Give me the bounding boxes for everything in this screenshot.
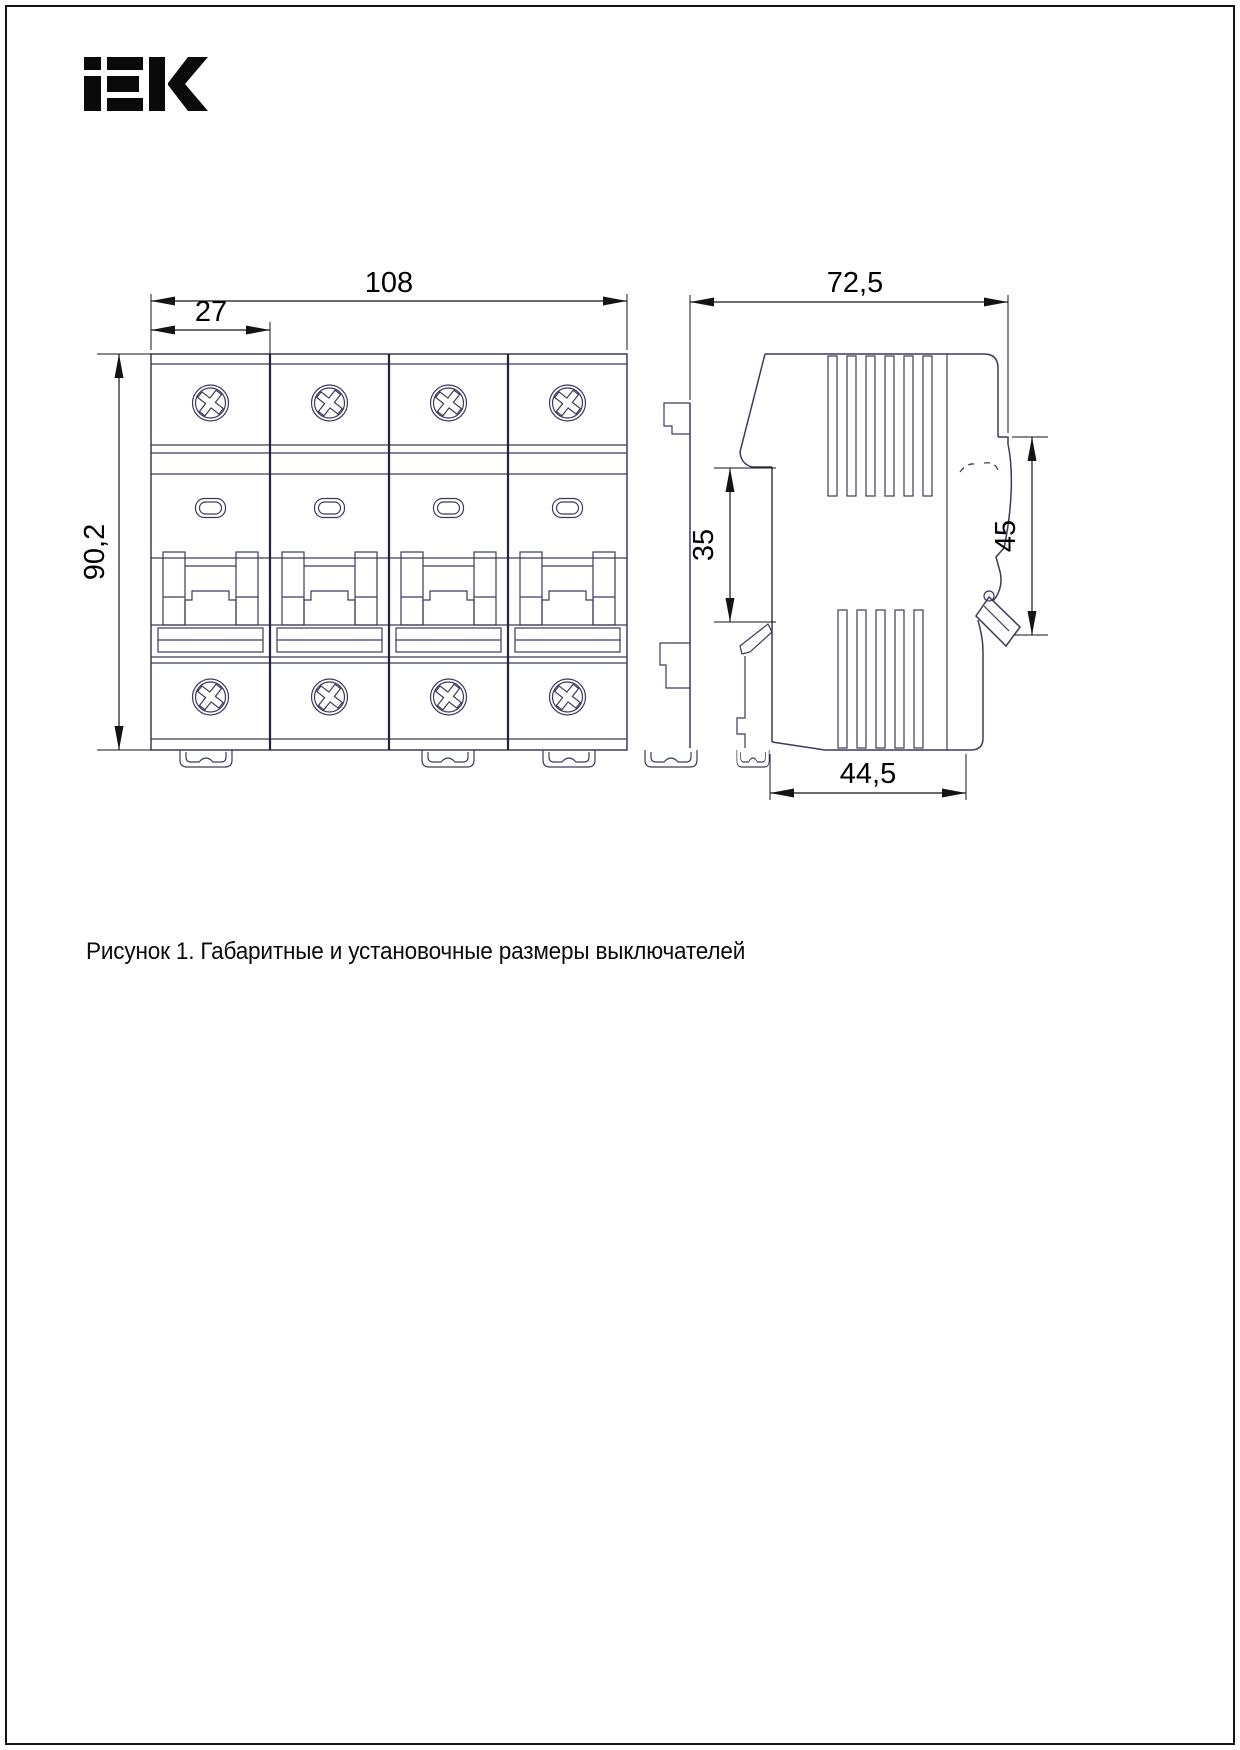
lever bbox=[976, 591, 1020, 646]
front-view bbox=[151, 354, 627, 767]
dim-label-44-5: 44,5 bbox=[839, 758, 897, 790]
dim-label-90-2: 90,2 bbox=[79, 523, 111, 581]
dimension-base-depth bbox=[770, 754, 966, 800]
hidden-line bbox=[960, 464, 978, 472]
iek-logo bbox=[84, 57, 208, 111]
dimension-module-width bbox=[151, 296, 270, 354]
dim-label-72-5: 72,5 bbox=[826, 267, 884, 299]
dimension-din-rail bbox=[688, 468, 776, 622]
vent-ribs-top bbox=[828, 356, 932, 496]
clip-foot bbox=[737, 750, 769, 767]
figure-caption: Рисунок 1. Габаритные и установочные размеры выключателей bbox=[86, 938, 746, 965]
din-latch bbox=[737, 624, 772, 748]
dimension-front-height bbox=[990, 437, 1048, 635]
dimension-total-height bbox=[79, 354, 151, 750]
dim-label-27: 27 bbox=[194, 296, 228, 328]
upper-ear bbox=[664, 403, 690, 434]
module-dividers bbox=[270, 354, 508, 750]
vent-ribs-bottom bbox=[838, 610, 923, 748]
dim-label-108: 108 bbox=[364, 267, 414, 299]
din-clips-front bbox=[180, 750, 595, 767]
hidden-line bbox=[984, 463, 999, 473]
dim-label-45: 45 bbox=[990, 519, 1022, 553]
dim-label-35: 35 bbox=[688, 528, 720, 562]
lower-ear bbox=[660, 643, 690, 688]
clip-foot bbox=[645, 750, 697, 767]
dimension-total-depth bbox=[690, 267, 1008, 433]
